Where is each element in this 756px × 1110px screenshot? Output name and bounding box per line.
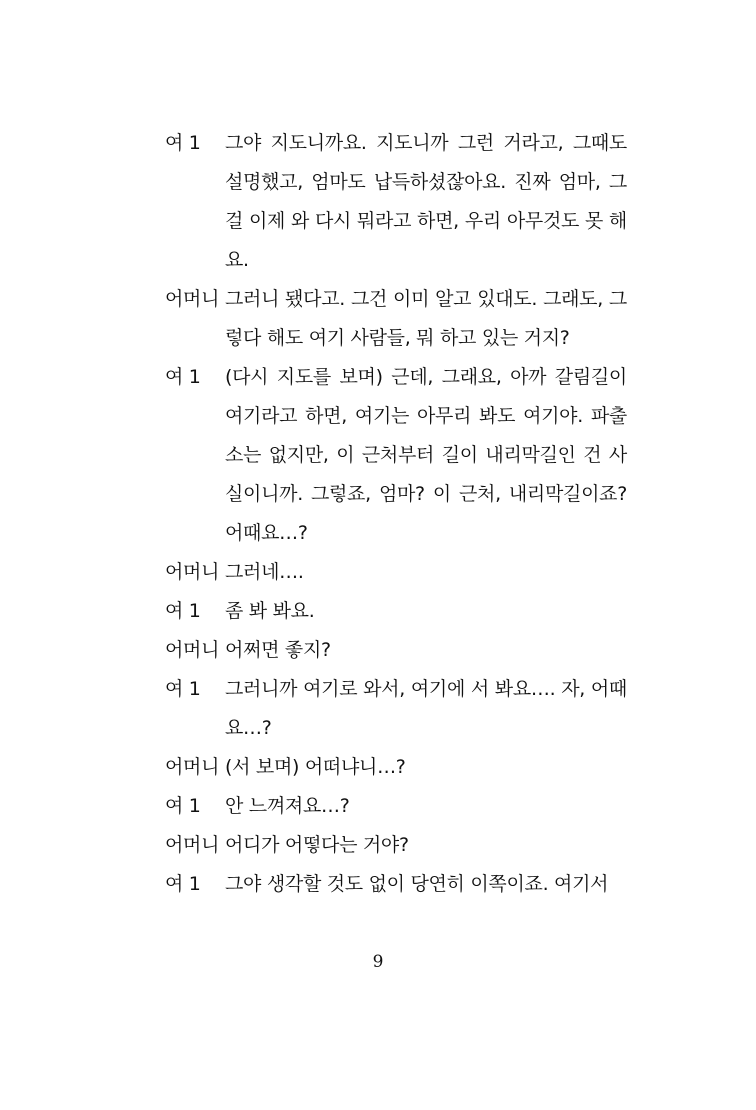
dialogue-text: 그야 생각할 것도 없이 당연히 이쪽이죠. 여기서 [225, 873, 609, 895]
dialogue-text: 그러니 됐다고. 그건 이미 알고 있대도. 그래도, 그렇다 해도 여기 사람들, 뭐 하고 있는 거지? [225, 288, 627, 349]
speaker-name: 여 1 [165, 600, 201, 622]
speaker-name: 어머니 [165, 834, 220, 856]
script-body [165, 124, 627, 904]
dialogue-text: 좀 봐 봐요. [225, 600, 315, 622]
dialogue-text: 어디가 어떻다는 거야? [225, 834, 409, 856]
dialogue-line [165, 787, 627, 826]
speaker-name: 여 1 [165, 795, 201, 817]
speaker-name: 여 1 [165, 678, 201, 700]
speaker-name: 여 1 [165, 366, 201, 388]
dialogue-line [165, 358, 627, 553]
speaker-name: 어머니 [165, 756, 220, 778]
dialogue-text: 안 느껴져요…? [225, 795, 350, 817]
dialogue-text: 어쩌면 좋지? [225, 639, 331, 661]
dialogue-line [165, 826, 627, 865]
page-number: 9 [372, 952, 384, 972]
dialogue-line [165, 631, 627, 670]
dialogue-line [165, 670, 627, 748]
dialogue-line [165, 553, 627, 592]
dialogue-text: 그러네…. [225, 561, 304, 583]
speaker-name: 여 1 [165, 873, 201, 895]
speaker-name: 어머니 [165, 561, 220, 583]
dialogue-line [165, 748, 627, 787]
dialogue-line [165, 124, 627, 280]
dialogue-line [165, 865, 627, 904]
dialogue-text: 그러니까 여기로 와서, 여기에 서 봐요…. 자, 어때요…? [225, 678, 627, 739]
dialogue-text: (서 보며) 어떠냐니…? [225, 756, 406, 778]
speaker-name: 여 1 [165, 132, 201, 154]
dialogue-text: 그야 지도니까요. 지도니까 그런 거라고, 그때도 설명했고, 엄마도 납득하셨잖아요. 진짜 엄마, 그걸 이제 와 다시 뭐라고 하면, 우리 아무것도 못 해요. [225, 132, 627, 271]
dialogue-line [165, 280, 627, 358]
speaker-name: 어머니 [165, 288, 220, 310]
speaker-name: 어머니 [165, 639, 220, 661]
dialogue-text: (다시 지도를 보며) 근데, 그래요, 아까 갈림길이 여기라고 하면, 여기는 아무리 봐도 여기야. 파출소는 없지만, 이 근처부터 길이 내리막길인 건 사실이니까. 그렇죠, 엄마? 이 근처, 내리막길이죠? 어때요…? [225, 366, 627, 544]
dialogue-line [165, 592, 627, 631]
